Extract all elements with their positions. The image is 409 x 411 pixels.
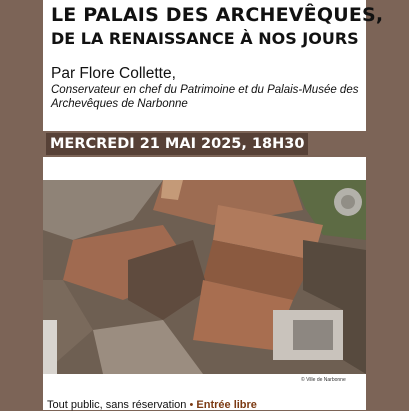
date-band	[43, 131, 366, 157]
poster-title	[51, 4, 384, 50]
event-date: MERCREDI 21 MAI 2025, 18H30	[46, 133, 308, 155]
speaker-role: Conservateur en chef du Patrimoine et du Palais-Musée des Archevêques de Narbonne	[51, 84, 359, 110]
bullet-separator: •	[189, 399, 194, 411]
footer	[47, 399, 257, 411]
entry-free-text: Entrée libre	[196, 399, 257, 411]
poster-card	[43, 0, 384, 411]
title-line-2: DE LA RENAISSANCE À NOS JOURS	[51, 29, 359, 48]
aerial-photo	[43, 180, 366, 374]
photo-credit: © Ville de Narbonne	[301, 377, 346, 383]
audience-text: Tout public, sans réservation	[47, 399, 187, 411]
aerial-photo-image	[43, 180, 366, 374]
title-line-1: LE PALAIS DES ARCHEVÊQUES,	[51, 4, 384, 26]
speaker-name: Par Flore Collette,	[51, 65, 176, 82]
